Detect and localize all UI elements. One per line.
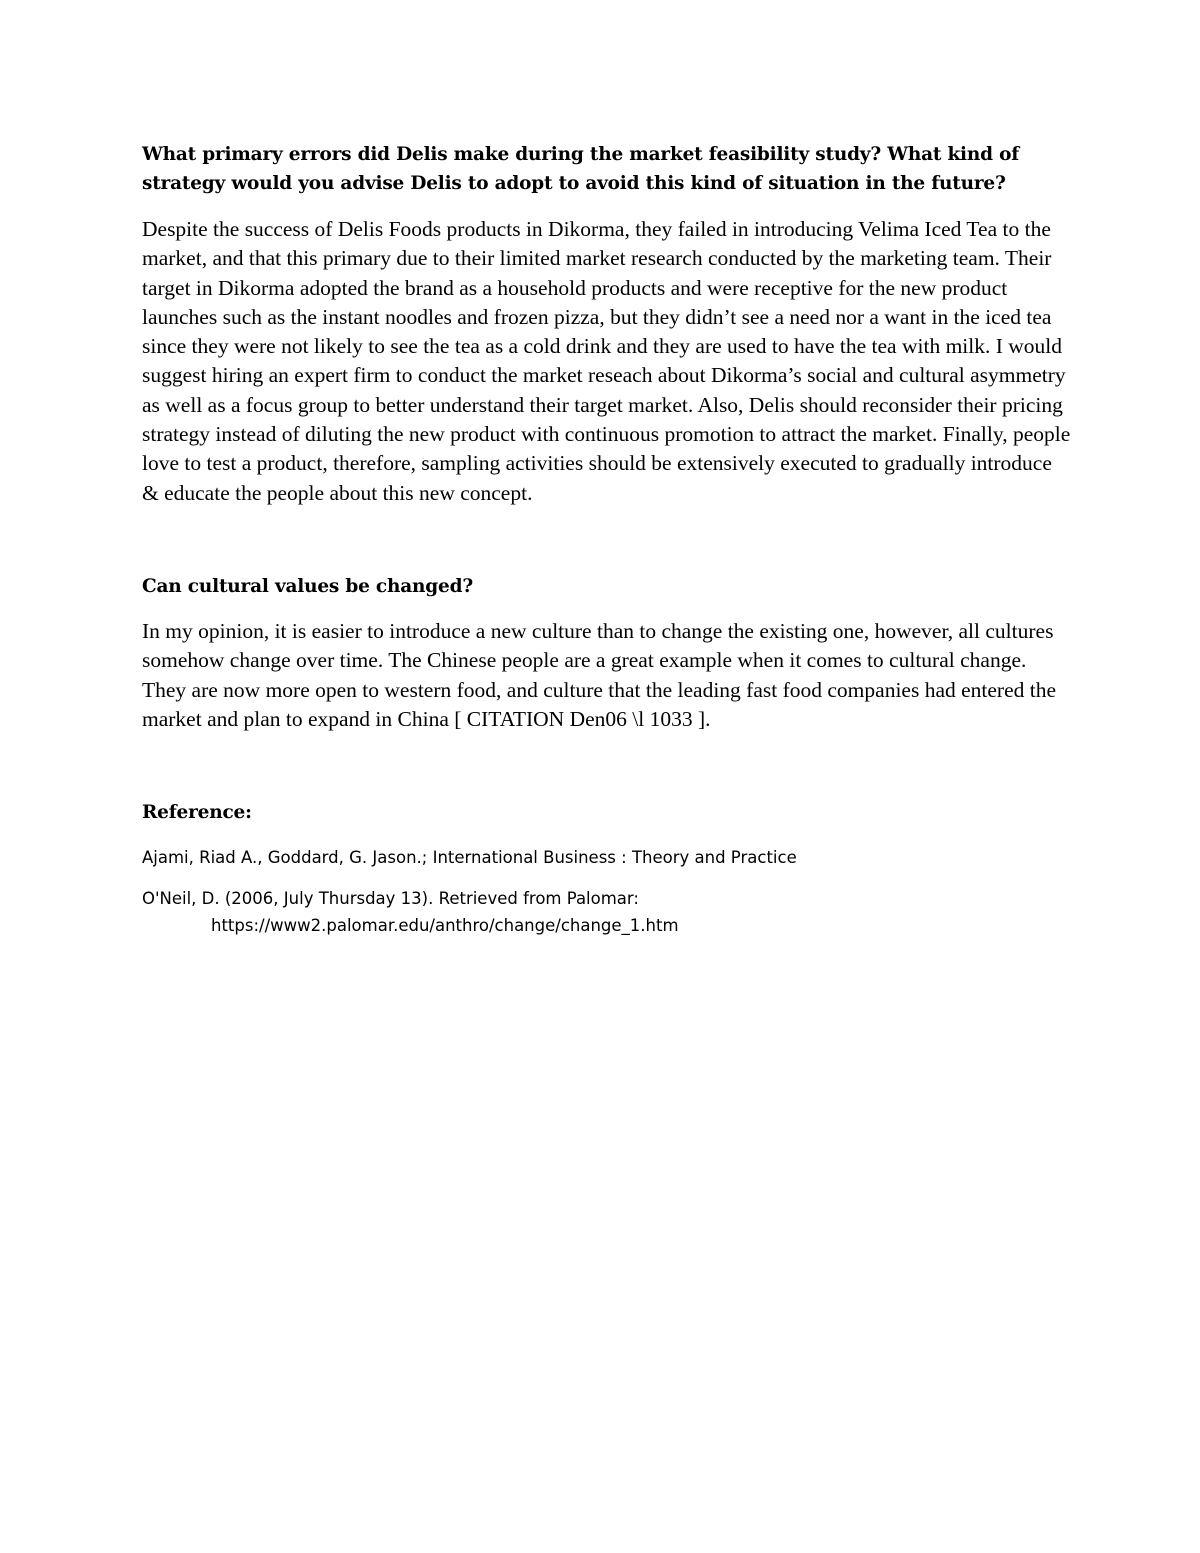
reference-entry-text: O'Neil, D. (2006, July Thursday 13). Retrieved from Palomar: (142, 889, 639, 909)
document-content (142, 140, 1072, 939)
question-2-answer: In my opinion, it is easier to introduce a new culture than to change the existing one, however, all cultures somehow change over time. The Chinese people are a great example when it comes to cultural change. They are now more open to western food, and culture that the leading fast food companies had entered the market and plan to expand in China [ CITATION Den06 \l 1033 ]. (142, 618, 1057, 731)
reference-entry-text: Ajami, Riad A., Goddard, G. Jason.; International Business : Theory and Practice (142, 848, 797, 868)
question-1-heading: What primary errors did Delis make during the market feasibility study? What kind of strategy would you advise Delis to adopt to avoid this kind of situation in the future? (142, 144, 1020, 194)
question-1-answer: Despite the success of Delis Foods products in Dikorma, they failed in introducing Velima Iced Tea to the market, and that this primary due to their limited market research conducted by the marketing team. Their target in Dikorma adopted the brand as a household products and were receptive for the new product launches such as the instant noodles and frozen pizza, but they didn’t see a need nor a want in the iced tea since they were not likely to see the tea as a cold drink and they are used to have the tea with milk. I would suggest hiring an expert firm to conduct the market reseach about Dikorma’s social and cultural asymmetry as well as a focus group to better understand their target market. Also, Delis should reconsider their pricing strategy instead of diluting the new product with continuous promotion to attract the market. Finally, people love to test a product, therefore, sampling activities should be extensively executed to gradually introduce & educate the people about this new concept. (142, 217, 1071, 505)
reference-entry (142, 844, 1072, 871)
reference-entry (142, 885, 1072, 939)
question-2-heading: Can cultural values be changed? (142, 575, 473, 597)
reference-url: https://www2.palomar.edu/anthro/change/change_1.htm (211, 916, 679, 936)
reference-heading: Reference: (142, 802, 252, 824)
